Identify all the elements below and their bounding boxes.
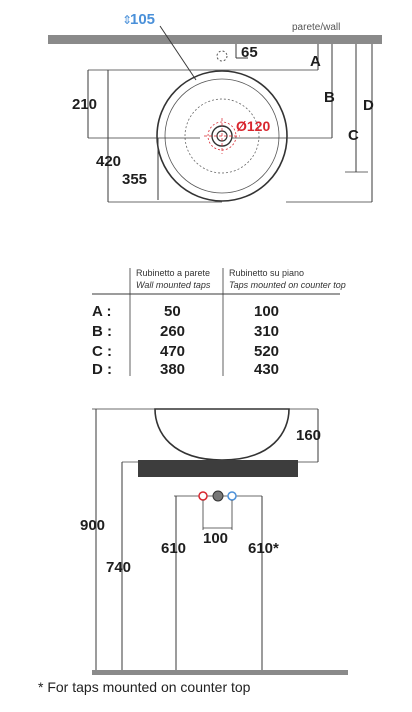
dim-355: 355: [122, 171, 148, 188]
dim-100: 100: [203, 530, 229, 547]
footnote: * For taps mounted on counter top: [38, 679, 251, 695]
table-col2-title: Rubinetto su piano: [229, 268, 305, 278]
side-view: [80, 409, 348, 675]
top-view: [48, 11, 382, 202]
table-col1-title: Rubinetto a parete: [136, 268, 211, 278]
table-col1-subtitle: Wall mounted taps: [136, 280, 211, 290]
letter-b: B: [324, 89, 335, 106]
tap-hole: [217, 51, 227, 61]
table-row-letter: D :: [92, 361, 112, 378]
leader-line: [160, 26, 196, 80]
table-col2-subtitle: Taps mounted on counter top: [229, 280, 346, 290]
letter-a: A: [310, 53, 321, 70]
waste-fitting: [213, 491, 223, 501]
table-row-counter: 310: [254, 323, 280, 340]
dim-610-right: 610*: [248, 540, 279, 557]
table-row-wall: 380: [160, 361, 186, 378]
wall-bar: [48, 35, 382, 44]
dim-drain-offset-arrow: ⇕: [122, 13, 133, 27]
dim-900: 900: [80, 517, 106, 534]
table-row-wall: 260: [160, 323, 186, 340]
countertop: [138, 460, 298, 477]
table-row-counter: 100: [254, 303, 280, 320]
table-row-wall: 50: [164, 303, 181, 320]
dim-160: 160: [296, 427, 322, 444]
letter-d: D: [363, 97, 374, 114]
table-row-letter: C :: [92, 343, 112, 360]
table-row-letter: A :: [92, 303, 112, 320]
dim-420: 420: [96, 153, 122, 170]
cold-water-fitting: [228, 492, 236, 500]
wall-label: parete/wall: [292, 22, 341, 33]
table-row-wall: 470: [160, 343, 186, 360]
dim-210: 210: [72, 96, 98, 113]
hot-water-fitting: [199, 492, 207, 500]
floor-bar: [92, 670, 348, 675]
dim-tap-offset: 65: [241, 44, 258, 61]
basin-bowl: [155, 409, 289, 460]
table-row-counter: 430: [254, 361, 280, 378]
letter-c: C: [348, 127, 359, 144]
dim-drain-diameter: Ø120: [236, 118, 271, 134]
dimension-table: [92, 268, 346, 378]
table-row-letter: B :: [92, 323, 112, 340]
dim-740: 740: [106, 559, 132, 576]
table-row-counter: 520: [254, 343, 280, 360]
dim-610-left: 610: [161, 540, 187, 557]
dim-drain-offset: 105: [130, 11, 156, 28]
